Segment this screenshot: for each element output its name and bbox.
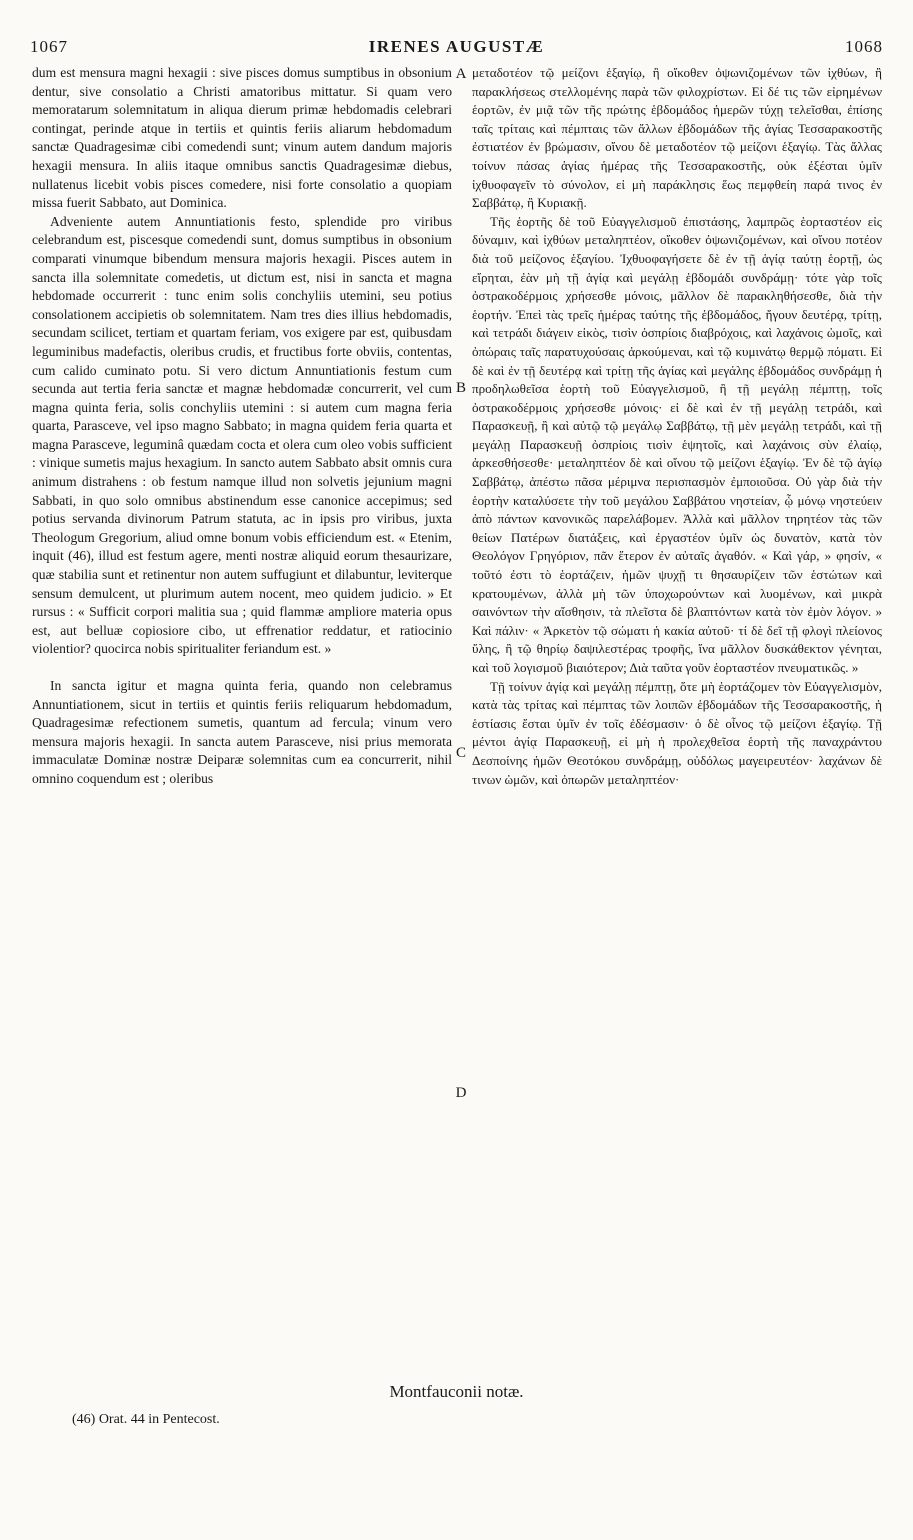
- running-header: [30, 34, 883, 60]
- margin-marker-b: B: [455, 380, 466, 396]
- greek-paragraph: Τῆς ἑορτῆς δὲ τοῦ Εὐαγγελισμοῦ ἐπιστάσης, λαμπρῶς ἑορταστέον εἰς δύναμιν, καὶ ἰχθύων μεταληπτέον, οἴκοθεν ὀψωνιζομένων, καὶ οἴνου ποτέον διὰ τοῦ μείζονος ἑξαγίου. Ἰχθυοφαγήσετε δὲ ἐν τῇ ἁγίᾳ ταύτῃ ἑορτῇ, ὡς εἴρηται, ἐὰν μὴ τῇ ἁγίᾳ καὶ μεγάλῃ ἑβδομάδι συνδράμῃ· τότε γὰρ τοῖς ὀστρακοδέρμοις χρήσεσθε μόνοις, μᾶλλον δὲ παρακληθήσεσθε, διὰ τὴν ἑορτήν. Ἐπεὶ τὰς τρεῖς ἡμέρας ταύτης τῆς ἑβδομάδος, ἤγουν δευτέρᾳ, τρίτῃ, καὶ τετράδι διάγειν εἰκὸς, τισὶν ὀσπρίοις διαβρόχοις, καὶ λαχάνοις ὠμοῖς, καὶ ὀπώραις ταῖς παρατυχούσαις ἀρκούμεναι, καὶ τῷ κυμινάτῳ θερμῷ πόματι. Εἰ δὲ καὶ ἐν τῇ δευτέρᾳ καὶ τρίτῃ τῆς ἁγίας καὶ μεγάλης ἑβδομάδος συνδράμῃ ἡ προδηλωθεῖσα ἑορτὴ τοῦ Εὐαγγελισμοῦ, ἢ τῇ μεγάλῃ πέμπτῃ, τοῖς ὀστρακοδέρμοις χρήσεσθε μόνοις· εἰ δὲ καὶ ἐν τῇ μεγάλῃ τετράδι, καὶ Παρασκευῇ, ἢ καὶ αὐτῷ τῷ μεγάλῳ Σαββάτῳ, τῇ μὲν μεγάλῃ τετράδι, καὶ τῇ μεγάλῃ Παρασκευῇ ὀσπρίοις τισὶν ἑψητοῖς, καὶ λαχάνοις σὺν ἐλαίῳ, ἀρκεσθήσεσθε· μεταληπτέον δὲ καὶ οἴνου τῷ μείζονι ἑξαγίῳ. Ἐν δὲ τῷ ἁγίῳ Σαββάτῳ, ἀπέστω πᾶσα μέριμνα περισπασμὸν ἐμποιοῦσα. Οὐ γὰρ διὰ τὴν ἑορτὴν καταλύσετε τὴν τοῦ μεγάλου Σαββάτου νηστείαν, ᾧ μόνῳ νηστεύειν ἀπὸ πάντων κανονικῶς παρελάβομεν. Ἀλλὰ καὶ μᾶλλον τηρητέον τὰς τῶν θείων Πατέρων διατάξεις, καὶ ἐργαστέον ὑμῖν ὡς δυνατὸν, κατὰ τὸν Θεολόγον Γρηγόριον, πᾶν ἕτερον ἐν αὐταῖς ἀγαθόν. « Καὶ γάρ, » φησίν, « τοῦτό ἐστι τὸ ἑορτάζειν, ἡμῶν ψυχῇ τι θησαυρίζειν τῶν ἑστώτων καὶ κρατουμένων, ἀλλὰ μὴ τῶν ὑποχωρούντων καὶ λυομένων, καὶ μικρὰ σαινόντων τὴν αἴσθησιν, τὰ πλεῖστα δὲ βλαπτόντων κατὰ τὸν ἐμὸν λόγον. » Καὶ πάλιν· « Ἀρκετὸν τῷ σώματι ἡ κακία αὐτοῦ· τί δὲ δεῖ τῇ φλογὶ πλείονος ὕλης, ἢ τῷ θηρίῳ δαψιλεστέρας τροφῆς, ἵνα μᾶλλον δυσκάθεκτον γένηται, καὶ τοῦ λογισμοῦ βιαιότερον; Διὰ ταῦτα γοῦν ἑορταστέον πνευματικῶς. »: [472, 213, 882, 675]
- notes-heading: Montfauconii notæ.: [389, 1382, 524, 1401]
- latin-column: [32, 64, 452, 789]
- greek-paragraph: Τῇ τοίνυν ἁγίᾳ καὶ μεγάλῃ πέμπτῃ, ὅτε μὴ ἑορτάζομεν τὸν Εὐαγγελισμὸν, κατὰ τὰς τρίτας καὶ πέμπτας τῶν λοιπῶν ἑβδομάδων τῆς Τεσσαρακοστῆς, ἡ ἑστίασις ἔσται ὑμῖν ἐν τοῖς ἐδέσμασιν· ὁ δὲ οἶνος τῷ μείζονι ἑξαγίῳ. Τῇ μέντοι ἁγίᾳ Παρασκευῇ, εἰ μὴ ἡ προλεχθεῖσα ἑορτὴ τῆς παναχράντου Δεσποίνης ἡμῶν Θεοτόκου συνδράμῃ, οὐδόλως μαγειρευτέον· λαχάνων δὲ τινων ὠμῶν, καὶ ὀπωρῶν μεταληπτέον·: [472, 678, 882, 787]
- margin-marker-a: A: [455, 66, 467, 82]
- footnote: (46) Orat. 44 in Pentecost.: [72, 1412, 220, 1427]
- latin-paragraph: In sancta igitur et magna quinta feria, quando non celebramus Annuntiationem, sicut in tertiis et quintis feriis reliquarum hebdomadum, Quadragesimæ refectionem sumetis, quantum ad fercula; vinum vero mensura majoris hexagii. In sancta autem Parasceve, nisi prius memorata immaculatæ Dominæ nostræ Deiparæ solemnitas cum ea concurrerit, nihil omnino coquendum est ; oleribus: [32, 678, 452, 786]
- running-title: IRENES AUGUSTÆ: [368, 37, 545, 56]
- left-page-number: 1067: [30, 37, 68, 56]
- latin-paragraph: Adveniente autem Annuntiationis festo, splendide pro viribus celebrandum est, piscesque comedendi sunt, domus sumptibus in obsonium comparati vinumque bibendum mensura majoris hexagii. Pisces autem in sancta illa solemnitate comedetis, ut dictum est, nisi in sancta et magna hebdomade occurrerit : tunc enim solis conchyliis utemini, seu potius consolationem accipietis ob solemnitatem. Nam tres dies illius hebdomadis, secundam scilicet, tertiam et quartam feriam, vos exigere par est, quibusdam leguminibus madefactis, oleribus crudis, et fructibus forte obviis, contentas, cum calido cuminato potu. Si vero dictum Annuntiationis festum cum secunda aut tertia feria sanctæ et magnæ hebdomadæ concurrerit, vel cum magna quinta feria, solis conchyliis utemini : si autem cum magna feria quarta, Parasceve, vel ipso magno Sabbato; in magna quidem feria quarta et magna Parasceve, leguminâ quædam cocta et olera cum oleo vobis sufficient : vinique sumetis majus hexagium. In sancto autem Sabbato absit omnis cura animum distrahens : ob festum namque illud non solvetis jejunium magni Sabbati, in quo solo omnibus abstinendum esse canonice accepimus; sed potius servanda divinorum Patrum statuta, ac in ipsis pro viribus, juxta Theologum Gregorium, aliud omne bonum vobis efficiendum est. « Etenim, inquit (46), illud est festum agere, menti nostræ aliquid eorum thesaurizare, quæ stabilia sunt et retinentur non autem suffugiunt et dilabuntur, leviterque sensum demulcent, ut plurimum autem nocent, meo quidem judicio. » Et rursus : « Sufficit corpori malitia sua ; quid flammæ ampliore materia opus est, aut belluæ copiosiore cibo, ut effrenatior reddatur, et ratiocinio violentior? quocirca nobis spiritualiter feriandum est. »: [32, 213, 452, 657]
- right-page-number: 1068: [845, 37, 883, 56]
- greek-column: [472, 64, 882, 789]
- margin-marker-d: D: [455, 1085, 467, 1101]
- greek-paragraph: μεταδοτέον τῷ μείζονι ἑξαγίῳ, ἢ οἴκοθεν ὀψωνιζομένων τῶν ἰχθύων, ἢ παρακλήσεως στελλομένης παρὰ τῶν φιλοχρίστων. Εἰ δέ τις τῶν εἰρημένων ἑορτῶν, ἐν μιᾷ τῶν τῆς πρώτης ἑβδομάδος ἡμερῶν τύχῃ τελεῖσθαι, ἐπίσης ταῖς τρίταις καὶ πέμπταις τῶν ἄλλων ἑβδομάδων τῆς ἁγίας Τεσσαρακοστῆς ἐστιατέον ἐν βρώμασιν, οἴνου δὲ μεταδοτέον τῷ μείζονι ἑξαγίῳ. Τὰς ἄλλας τοίνυν πάσας ἁγίας ἡμέρας τῆς Τεσσαρακοστῆς, οὐκ ἐξέσται ὑμῖν ἰχθυοφαγεῖν τὸ σύνολον, εἰ μὴ παράκλησις ἕως πεμφθείη παρά τινος ἐν Σαββάτῳ, ἢ Κυριακῇ.: [472, 65, 882, 211]
- margin-marker-c: C: [455, 745, 466, 761]
- latin-paragraph: dum est mensura magni hexagii : sive pisces domus sumptibus in obsonium dentur, sive consolatio a Christi amatoribus mittatur. Si quam vero memoratarum solemnitatum in aliqua dierum primæ hebdomadis celebrari contingat, perinde atque in tertiis et quintis feriis aliarum hebdomadum sanctæ Quadragesimæ cibi comedendi sunt; vinum autem dandum majoris hexagii mensura. In aliis itaque omnibus sanctis Quadragesimæ diebus, nullatenus licebit vobis pisces comedere, nisi forte consolatio a quopiam missa fuerit Sabbato, aut Dominica.: [32, 65, 452, 211]
